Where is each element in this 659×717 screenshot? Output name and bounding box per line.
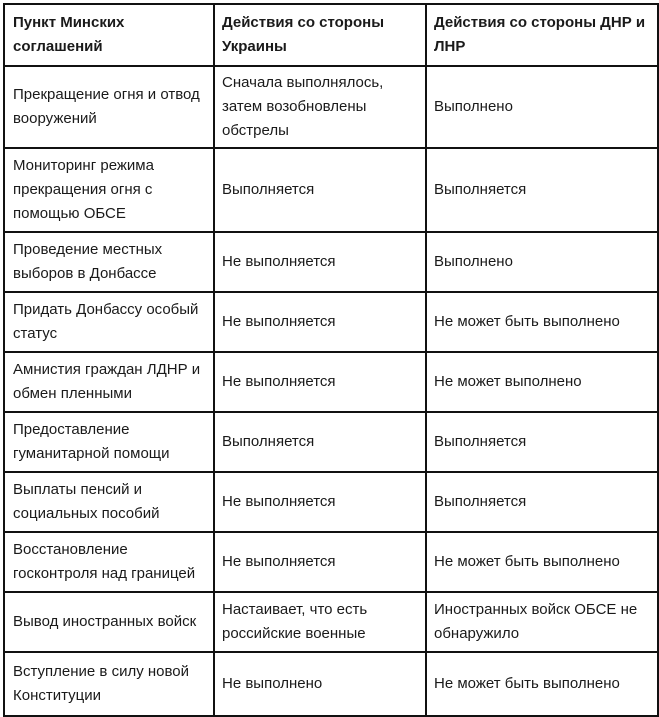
cell-ukraine: Не выполняется xyxy=(214,232,426,292)
cell-item: Предоставление гуманитарной помощи xyxy=(4,412,214,472)
cell-dnr-lnr: Не может выполнено xyxy=(426,352,658,412)
cell-item: Прекращение огня и отвод вооружений xyxy=(4,66,214,148)
cell-dnr-lnr: Выполнено xyxy=(426,66,658,148)
table-row xyxy=(4,412,658,472)
cell-dnr-lnr: Выполняется xyxy=(426,148,658,232)
cell-ukraine: Не выполняется xyxy=(214,532,426,592)
cell-dnr-lnr: Иностранных войск ОБСЕ не обнаружило xyxy=(426,592,658,652)
table-row xyxy=(4,652,658,716)
table-row xyxy=(4,66,658,148)
cell-dnr-lnr: Не может быть выполнено xyxy=(426,292,658,352)
cell-ukraine: Настаивает, что есть российские военные xyxy=(214,592,426,652)
column-header-item: Пункт Минских соглашений xyxy=(4,4,214,66)
cell-item: Амнистия граждан ЛДНР и обмен пленными xyxy=(4,352,214,412)
table-row xyxy=(4,148,658,232)
table-row xyxy=(4,292,658,352)
cell-dnr-lnr: Выполняется xyxy=(426,412,658,472)
cell-item: Придать Донбассу особый статус xyxy=(4,292,214,352)
cell-ukraine: Не выполнено xyxy=(214,652,426,716)
cell-dnr-lnr: Выполнено xyxy=(426,232,658,292)
column-header-dnr-lnr: Действия со стороны ДНР и ЛНР xyxy=(426,4,658,66)
cell-ukraine: Выполняется xyxy=(214,148,426,232)
cell-item: Вывод иностранных войск xyxy=(4,592,214,652)
table-row xyxy=(4,472,658,532)
table-row xyxy=(4,232,658,292)
cell-dnr-lnr: Выполняется xyxy=(426,472,658,532)
cell-item: Восстановление госконтроля над границей xyxy=(4,532,214,592)
table-row xyxy=(4,592,658,652)
cell-item: Вступление в силу новой Конституции xyxy=(4,652,214,716)
cell-ukraine: Выполняется xyxy=(214,412,426,472)
minsk-agreements-table xyxy=(3,3,659,717)
cell-ukraine: Не выполняется xyxy=(214,292,426,352)
cell-item: Выплаты пенсий и социальных пособий xyxy=(4,472,214,532)
table-row xyxy=(4,532,658,592)
table-header-row xyxy=(4,4,658,66)
cell-ukraine: Не выполняется xyxy=(214,352,426,412)
cell-item: Мониторинг режима прекращения огня с помощью ОБСЕ xyxy=(4,148,214,232)
cell-dnr-lnr: Не может быть выполнено xyxy=(426,532,658,592)
cell-item: Проведение местных выборов в Донбассе xyxy=(4,232,214,292)
cell-dnr-lnr: Не может быть выполнено xyxy=(426,652,658,716)
column-header-ukraine: Действия со стороны Украины xyxy=(214,4,426,66)
cell-ukraine: Сначала выполнялось, затем возобновлены обстрелы xyxy=(214,66,426,148)
cell-ukraine: Не выполняется xyxy=(214,472,426,532)
table-row xyxy=(4,352,658,412)
